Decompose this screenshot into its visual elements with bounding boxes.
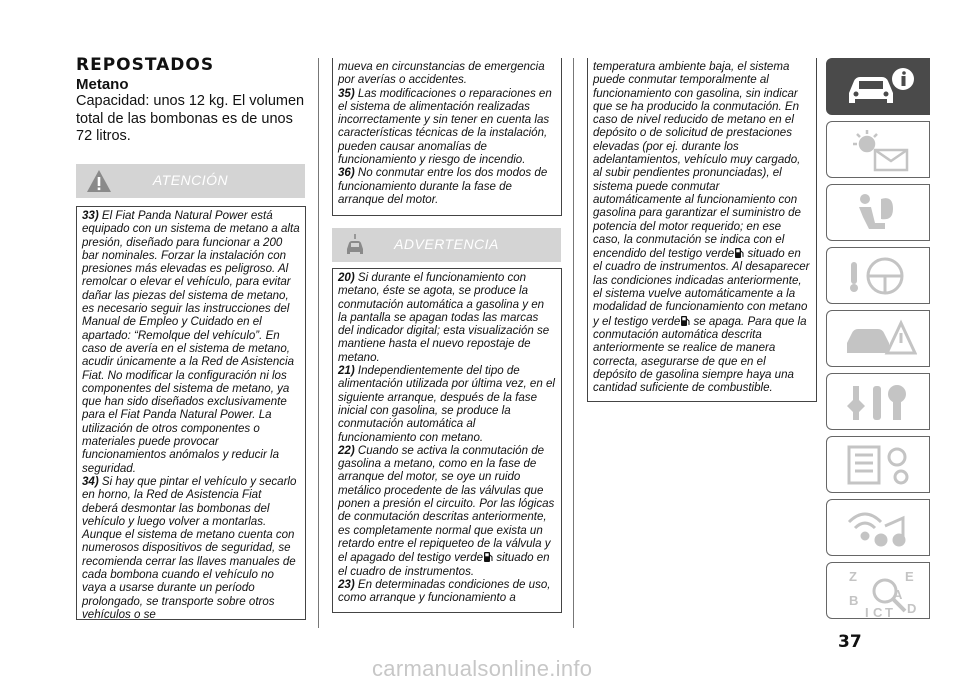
note-number: 20): [338, 272, 355, 284]
advertencia-notes-continued-box: [587, 58, 817, 402]
fuel-gauge-icon: [483, 551, 493, 563]
tab-index[interactable]: [826, 562, 930, 619]
note-36: [338, 167, 556, 207]
note-continued: mueva en circunstancias de emergencia por averías o accidentes.: [338, 61, 545, 87]
column-divider: [573, 58, 574, 628]
tab-car-info[interactable]: [826, 58, 930, 115]
advertencia-notes-box: [332, 268, 562, 613]
fuel-gauge-icon: [680, 315, 690, 327]
subsection-title: Metano: [76, 76, 129, 93]
tab-multimedia[interactable]: [826, 499, 930, 556]
tab-technical-data[interactable]: [826, 436, 930, 493]
airbag-icon: [845, 191, 917, 235]
note-35: [338, 88, 556, 168]
index-letter: E: [905, 569, 914, 584]
note-text: Si durante el funcionamiento con metano, éste se agota, se produce la conmutación automática a gasolina y en la pantalla se apagan todas las marcas del indicador digital; esta visualización se mantiene hasta el nuevo repostaje de metano.: [338, 272, 550, 364]
tab-steering[interactable]: [826, 247, 930, 304]
car-breakdown-icon: [845, 317, 917, 361]
note-21: [338, 365, 556, 445]
advertencia-title: ADVERTENCIA: [394, 236, 499, 252]
note-number: 22): [338, 444, 355, 457]
index-icon: [845, 569, 917, 617]
note-text: situado en el cuadro de instrumentos.: [338, 552, 550, 578]
advertencia-banner: [332, 228, 561, 262]
maintenance-icon: [845, 380, 917, 424]
column-divider: [318, 58, 319, 628]
note-text: No conmutar entre los dos modos de funcionamiento durante la fase de arranque del motor.: [338, 167, 548, 206]
attention-notes-continued-box: [332, 58, 562, 216]
attention-title: ATENCIÓN: [152, 172, 229, 188]
note-number: 35): [338, 87, 355, 100]
note-text: Independientemente del tipo de alimentación utilizada por última vez, en el siguiente arranque, después de la fase inicial con gasolina, se produce la conmutación automática al funcionamiento con metano.: [338, 365, 555, 444]
tab-maintenance[interactable]: [826, 373, 930, 430]
index-letter: A: [893, 587, 903, 602]
index-letter: D: [907, 601, 917, 616]
steering-wheel-icon: [845, 254, 917, 298]
index-letter: C: [873, 605, 883, 617]
note-text: se apaga. Para que la conmutación automática descrita anteriormente se realice de manera correcta, asegurarse de que en el depósito de gasolina siempre haya una cantidad suficiente de combustible.: [593, 315, 807, 395]
note-number: 34): [82, 475, 99, 488]
note-text: situado en el cuadro de instrumentos. Al desaparecer las condiciones indicadas anteriormente, el sistema vuelve automáticamente a la modalidad de funcionamiento con metano y el testigo verde: [593, 248, 810, 328]
attention-notes-box: [76, 206, 306, 620]
note-text: Cuando se activa la conmutación de gasolina a metano, como en la fase de arranque del motor, se oye un ruido metálico procedente de las válvulas que ponen a presión el circuito. Por las lógicas de conmutación descritas anteriormente, es completamente normal que exista un retardo entre el repiqueteo de la válvula y el apagado del testigo verde: [338, 444, 555, 565]
note-text: Si hay que pintar el vehículo y secarlo en horno, la Red de Asistencia Fiat deberá desmontar las bombonas del vehículo y luego volver a montarlas. Aunque el sistema de metano cuenta con numerosos dispositivos de seguridad, se recomienda cerrar las llaves manuales de cada bombona cuando el vehículo no vaya a usarse durante un período prolongado, se transporte sobre otros vehículos o se: [82, 475, 297, 621]
tab-breakdown[interactable]: [826, 310, 930, 367]
note-number: 33): [82, 210, 99, 222]
note-number: 23): [338, 578, 355, 591]
note-text: El Fiat Panda Natural Power está equipado con un sistema de metano a alta presión, diseñado para funcionar a 200 bar nominales. Forzar la instalación con presiones más elevadas es peligroso. Al remolcar o elevar el vehículo, para evitar dañar las piezas del sistema de metano, es necesario seguir las instrucciones del Manual de Empleo y Cuidado en el apartado: “Remolque del vehículo”. En caso de avería en el sistema de metano, acudir únicamente a la Red de Asistencia Fiat. No modificar la configuración ni los componentes del sistema de metano, ya que han sido diseñados exclusivamente para el Fiat Panda Natural Power. La utilización de otros componentes o materiales puede provocar funcionamientos anómalos y reducir la seguridad.: [82, 210, 300, 475]
intro-text: Capacidad: unos 12 kg. El volumen total de las bombonas es de unos 72 litros.: [76, 93, 305, 144]
note-34: [82, 476, 300, 622]
note-33: [82, 210, 300, 476]
index-letter: T: [885, 605, 893, 617]
note-text: temperatura ambiente baja, el sistema puede conmutar temporalmente al funcionamiento con gasolina, sin indicar que se ha producido la conmutación. En caso de nivel reducido de metano en el depósito o de solicitud de prestaciones elevadas (por ej. durante los adelantamientos, vehículo muy cargado, al subir pendientes pronunciadas), el sistema puede conmutar automáticamente al funcionamiento con gasolina para garantizar el suministro de potencia del motor requerido; en ese caso, la conmutación se indica con el encendido del testigo verde: [593, 61, 801, 261]
index-letter: I: [865, 605, 869, 617]
tab-warning-lights[interactable]: [826, 121, 930, 178]
note-20: [338, 272, 556, 365]
fuel-gauge-icon: [734, 247, 744, 259]
section-title: REPOSTADOS: [76, 55, 215, 75]
index-letter: Z: [849, 569, 857, 584]
note-number: 36): [338, 167, 355, 180]
note-23: [338, 579, 556, 606]
note-23-continued: [593, 61, 811, 395]
page-number: 37: [838, 632, 862, 652]
watermark-link[interactable]: carmanualsonline.info: [372, 656, 593, 681]
note-text: Las modificaciones o reparaciones en el sistema de alimentación realizadas incorrectamente y sin tener en cuenta las características técnicas de la instalación, pueden causar anomalías de funcionamiento y riesgo de incendio.: [338, 87, 552, 167]
warning-lights-icon: [845, 128, 917, 172]
attention-banner: [76, 164, 305, 198]
column-1: [76, 56, 306, 146]
car-info-icon: [845, 65, 917, 109]
tab-airbag[interactable]: [826, 184, 930, 241]
technical-data-icon: [845, 443, 917, 487]
index-letter: B: [849, 593, 859, 608]
multimedia-icon: [845, 506, 917, 550]
note-22: [338, 445, 556, 579]
note-text: En determinadas condiciones de uso, como arranque y funcionamiento a: [338, 578, 551, 605]
note-number: 21): [338, 365, 355, 378]
